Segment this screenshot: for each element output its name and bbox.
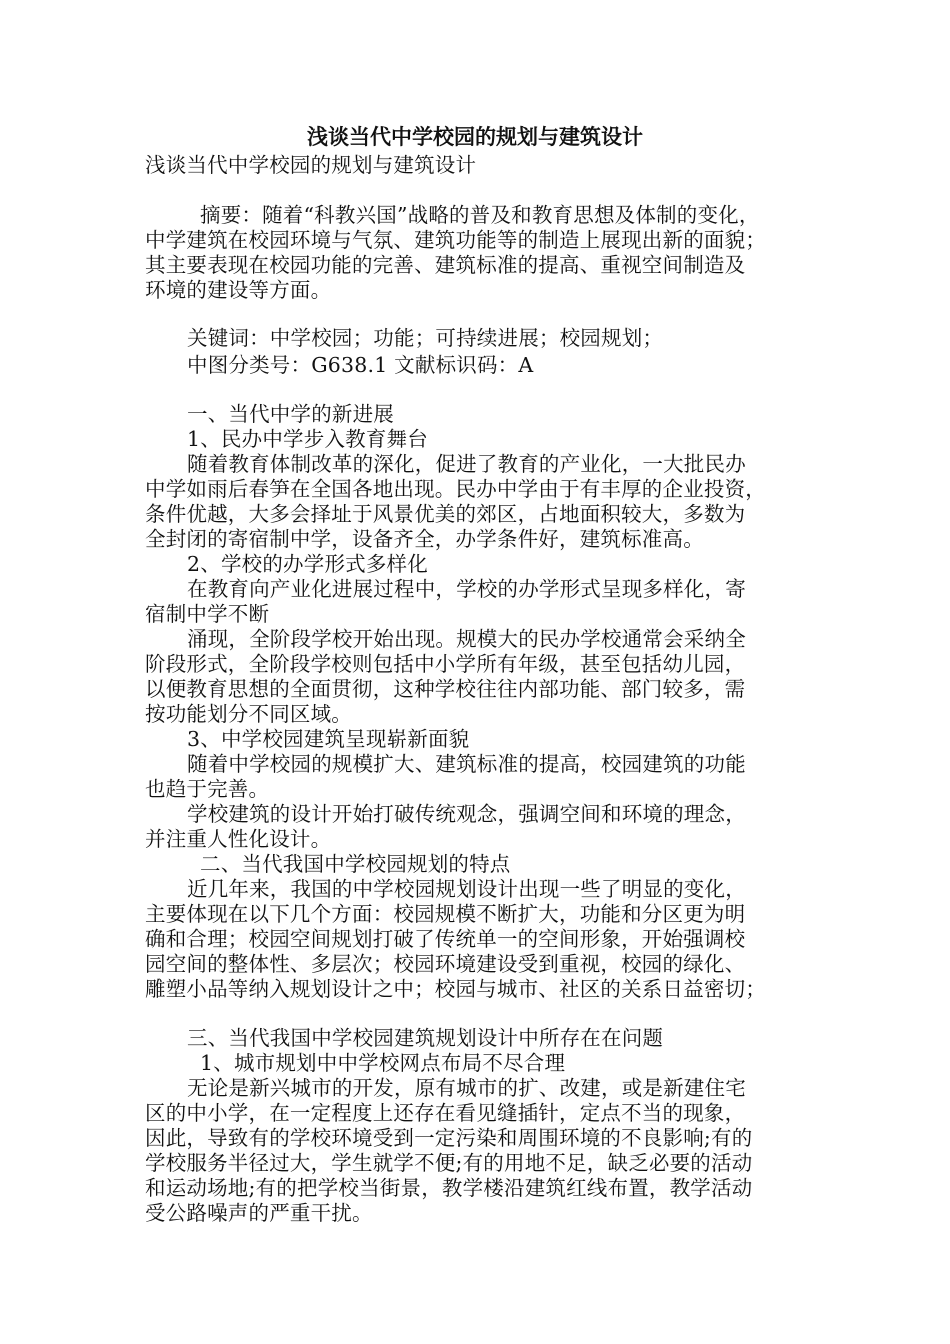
keywords-line: 关键词：中学校园；功能；可持续进展；校园规划； (187, 326, 664, 350)
subsection-heading: 3、中学校园建筑呈现崭新面貌 (187, 727, 470, 751)
body-line: 在教育向产业化进展过程中，学校的办学形式呈现多样化，寄 (187, 577, 746, 601)
body-line: 全封闭的寄宿制中学，设备齐全，办学条件好，建筑标准高。 (145, 527, 704, 551)
body-line: 并注重人性化设计。 (145, 827, 332, 851)
body-line: 主要体现在以下几个方面：校园规模不断扩大，功能和分区更为明 (145, 902, 746, 926)
body-line: 条件优越，大多会择址于风景优美的郊区，占地面积较大，多数为 (145, 502, 746, 526)
body-line: 按功能划分不同区域。 (145, 702, 352, 726)
body-line: 中学如雨后春笋在全国各地出现。民办中学由于有丰厚的企业投资， (145, 477, 766, 501)
body-line: 以便教育思想的全面贯彻，这种学校往往内部功能、部门较多，需 (145, 677, 746, 701)
body-line: 无论是新兴城市的开发，原有城市的扩、改建，或是新建住宅 (187, 1076, 746, 1100)
section-heading: 三、当代我国中学校园建筑规划设计中所存在在问题 (187, 1026, 664, 1050)
body-line: 涌现，全阶段学校开始出现。规模大的民办学校通常会采纳全 (187, 627, 746, 651)
subsection-heading: 1、城市规划中中学校网点布局不尽合理 (200, 1051, 566, 1075)
body-line: 学校建筑的设计开始打破传统观念，强调空间和环境的理念， (187, 802, 746, 826)
abstract-line: 中学建筑在校园环境与气氛、建筑功能等的制造上展现出新的面貌； (145, 228, 766, 252)
body-line: 阶段形式，全阶段学校则包括中小学所有年级，甚至包括幼儿园， (145, 652, 746, 676)
subtitle-line: 浅谈当代中学校园的规划与建筑设计 (145, 153, 477, 177)
document-title: 浅谈当代中学校园的规划与建筑设计 (307, 124, 643, 149)
body-line: 也趋于完善。 (145, 777, 270, 801)
abstract-line: 环境的建设等方面。 (145, 278, 332, 302)
subsection-heading: 2、学校的办学形式多样化 (187, 552, 428, 576)
abstract-line: 其主要表现在校园功能的完善、建筑标准的提高、重视空间制造及 (145, 253, 746, 277)
body-line: 和运动场地;有的把学校当街景，教学楼沿建筑红线布置，教学活动 (145, 1176, 753, 1200)
body-line: 雕塑小品等纳入规划设计之中；校园与城市、社区的关系日益密切； (145, 977, 766, 1001)
section-heading: 二、当代我国中学校园规划的特点 (200, 852, 511, 876)
body-line: 区的中小学，在一定程度上还存在看见缝插针，定点不当的现象， (145, 1101, 746, 1125)
body-line: 随着教育体制改革的深化，促进了教育的产业化，一大批民办 (187, 452, 746, 476)
body-line: 宿制中学不断 (145, 602, 270, 626)
section-heading: 一、当代中学的新进展 (187, 402, 394, 426)
body-line: 随着中学校园的规模扩大、建筑标准的提高，校园建筑的功能 (187, 752, 746, 776)
body-line: 学校服务半径过大，学生就学不便;有的用地不足，缺乏必要的活动 (145, 1151, 753, 1175)
body-line: 园空间的整体性、多层次；校园环境建设受到重视，校园的绿化、 (145, 952, 746, 976)
abstract-line: 摘要：随着“科教兴国”战略的普及和教育思想及体制的变化， (200, 203, 760, 227)
body-line: 近几年来，我国的中学校园规划设计出现一些了明显的变化， (187, 877, 746, 901)
subsection-heading: 1、民办中学步入教育舞台 (187, 427, 428, 451)
body-line: 确和合理；校园空间规划打破了传统单一的空间形象，开始强调校 (145, 927, 746, 951)
classification-line: 中图分类号：G638.1 文献标识码：A (187, 353, 534, 377)
body-line: 受公路噪声的严重干扰。 (145, 1201, 373, 1225)
body-line: 因此，导致有的学校环境受到一定污染和周围环境的不良影响;有的 (145, 1126, 753, 1150)
